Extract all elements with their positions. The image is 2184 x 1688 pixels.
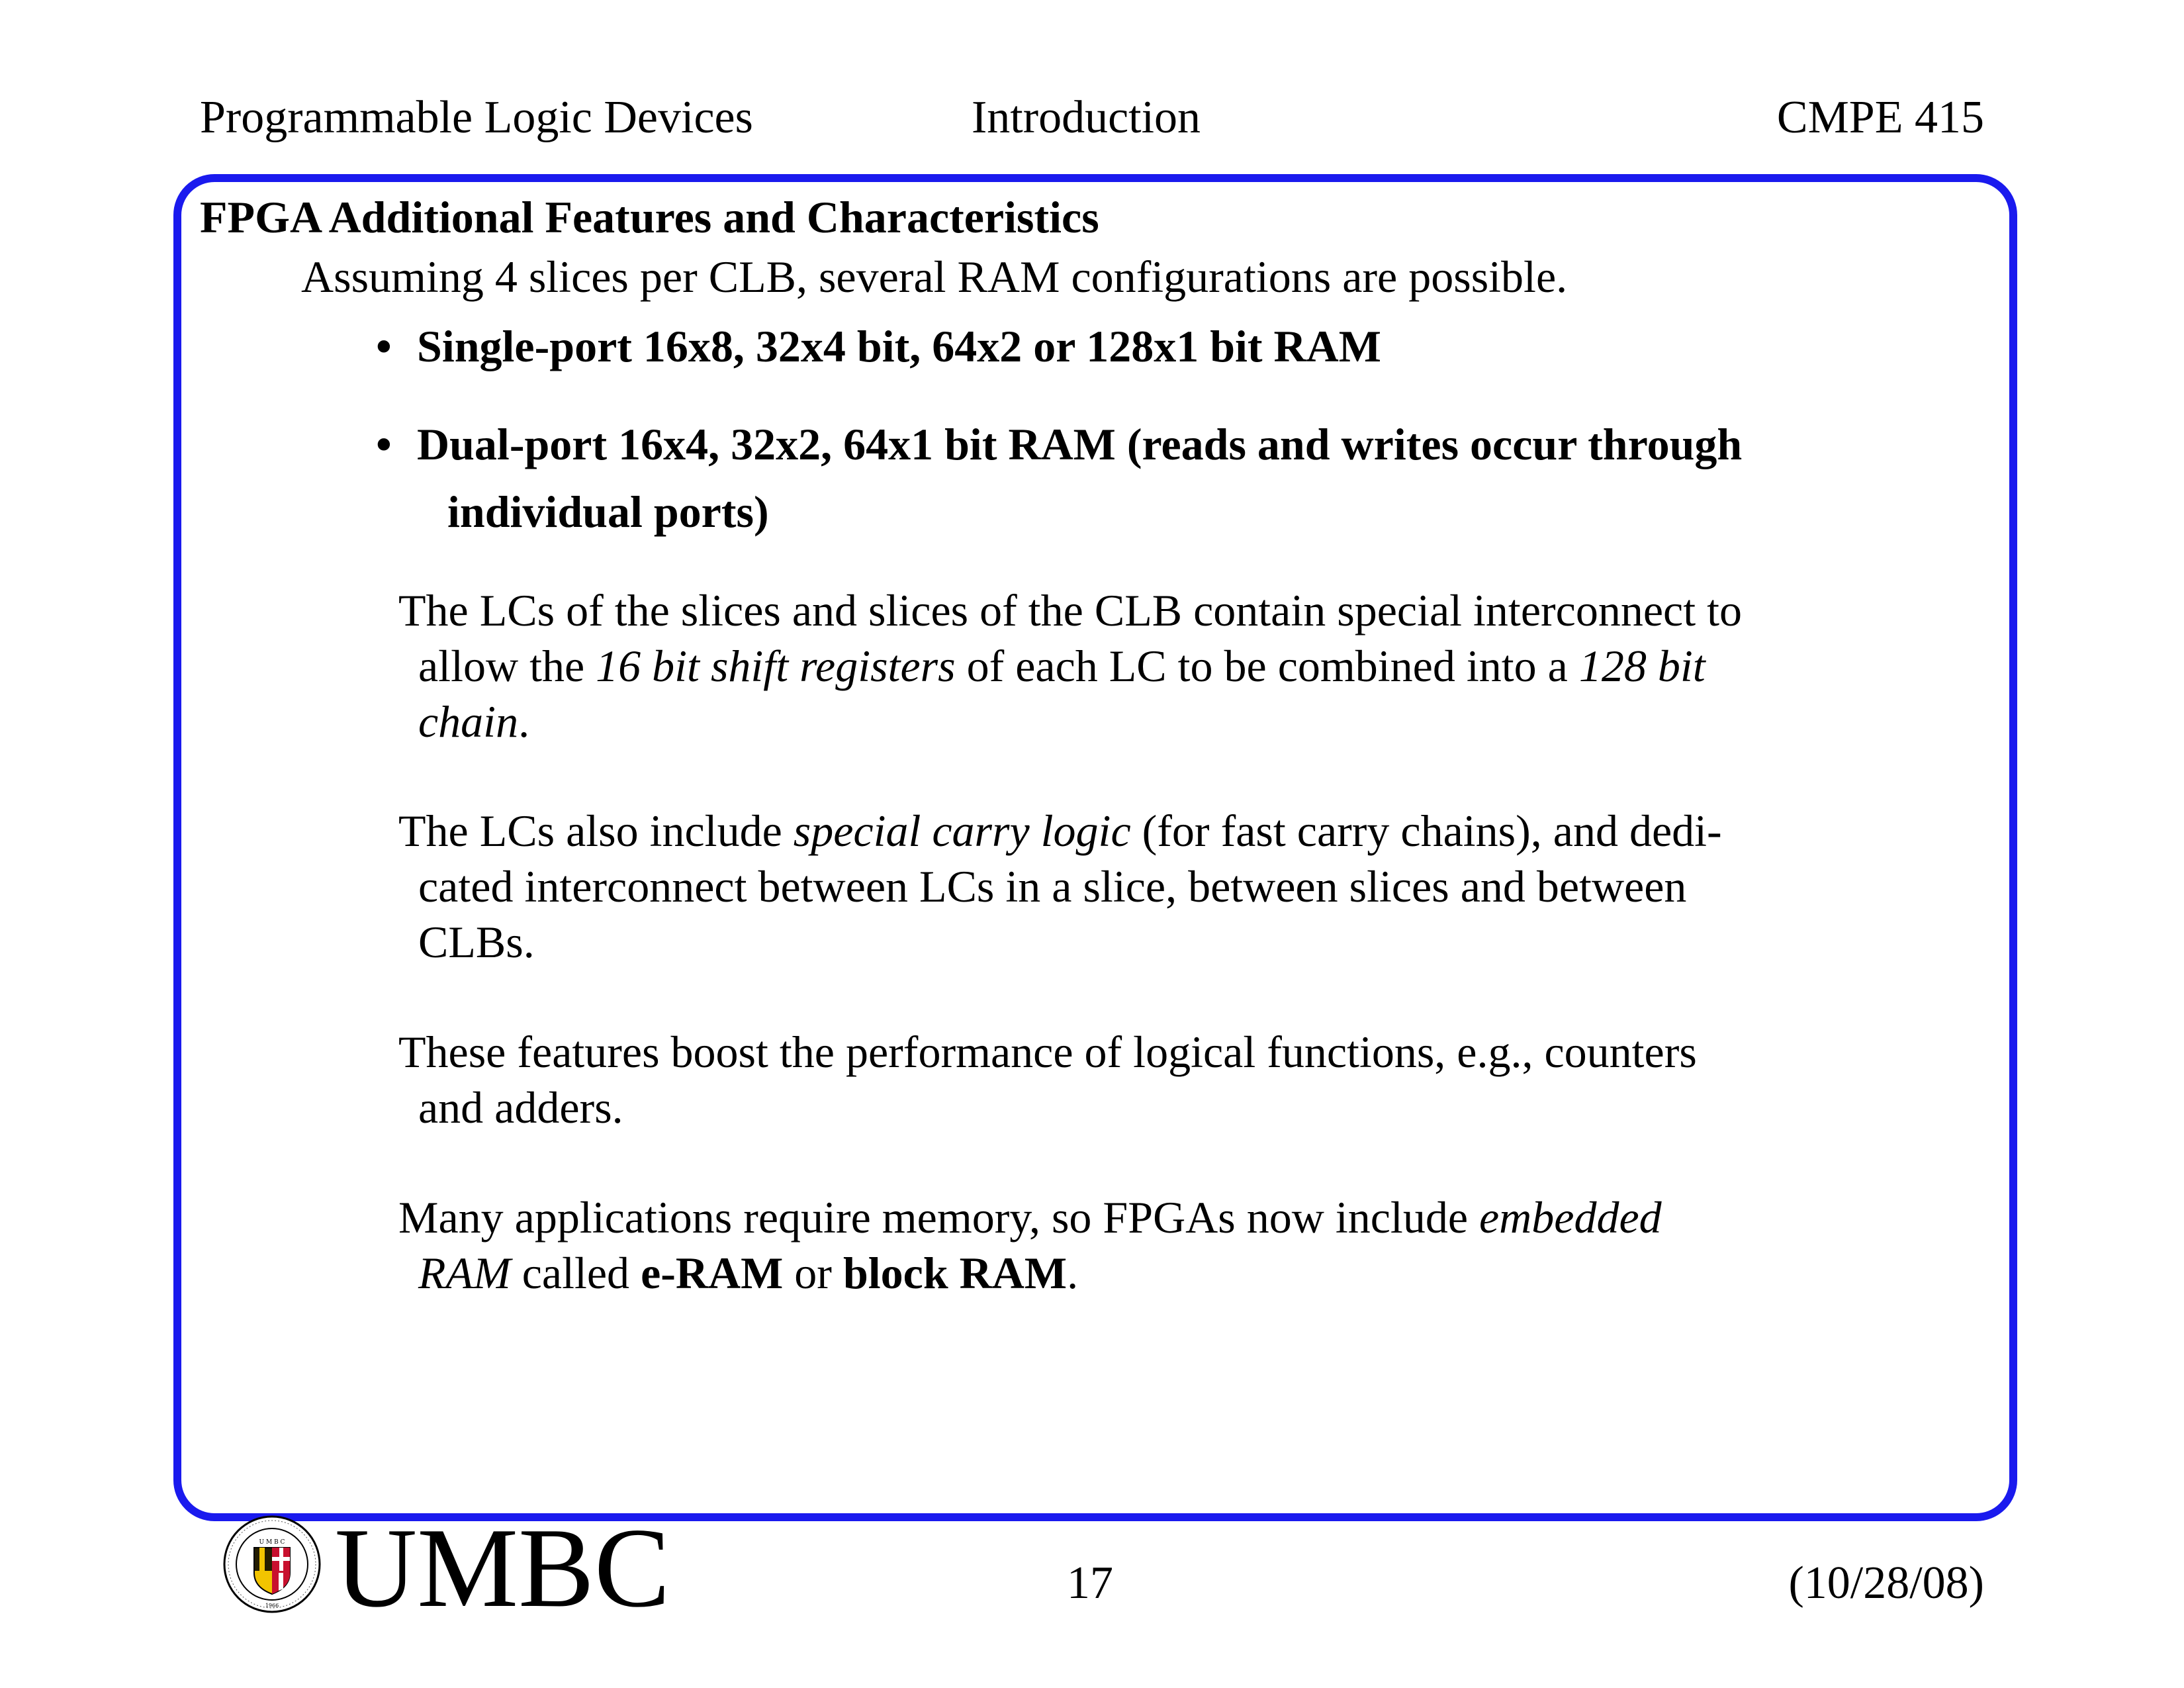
header-course-topic: Programmable Logic Devices bbox=[200, 92, 753, 143]
umbc-seal-icon bbox=[222, 1515, 322, 1614]
para-line: cated interconnect between LCs in a slice, between slices and between bbox=[418, 861, 1687, 912]
paragraph-performance bbox=[398, 1024, 2007, 1135]
bullet-text: Dual-port 16x4, 32x2, 64x1 bit RAM (reads and writes occur through bbox=[417, 419, 1743, 469]
emphasis-text: embedded bbox=[1479, 1192, 1662, 1243]
text-run: or bbox=[783, 1248, 843, 1298]
emphasis-text: special carry logic bbox=[793, 806, 1131, 856]
para-line: and adders. bbox=[418, 1082, 623, 1133]
para-line bbox=[418, 638, 2007, 694]
emphasis-text: chain bbox=[418, 696, 519, 747]
text-run: (for fast carry chains), and dedi- bbox=[1130, 806, 1722, 856]
text-run: of each LC to be combined into a bbox=[955, 641, 1579, 691]
page-number: 17 bbox=[1067, 1558, 1113, 1609]
para-line: These features boost the performance of logical functions, e.g., counters bbox=[398, 1027, 1697, 1077]
paragraph-shift-registers bbox=[398, 583, 2007, 749]
paragraph-embedded-ram bbox=[398, 1190, 2007, 1301]
emphasis-text: RAM bbox=[418, 1248, 511, 1298]
para-line bbox=[398, 1190, 2007, 1245]
text-run: called bbox=[510, 1248, 641, 1298]
bullet-single-port bbox=[376, 312, 1978, 380]
header-course-code: CMPE 415 bbox=[1776, 92, 1984, 143]
text-run: . bbox=[518, 696, 530, 747]
text-run: Many applications require memory, so FPGAs now include bbox=[398, 1192, 1479, 1243]
umbc-logo-text: UMBC bbox=[335, 1505, 670, 1631]
bullet-dot: • bbox=[376, 321, 392, 371]
emphasis-text: 128 bit bbox=[1578, 641, 1706, 691]
bullet-dual-port bbox=[376, 410, 1978, 545]
slide-title: FPGA Additional Features and Characteristics bbox=[200, 192, 1099, 242]
para-line bbox=[418, 694, 2007, 749]
seal-year-text: 1966 bbox=[265, 1603, 279, 1609]
header-section: Introduction bbox=[972, 92, 1201, 143]
paragraph-carry-logic bbox=[398, 803, 2007, 970]
para-line bbox=[418, 1245, 2007, 1301]
seal-center-text: U M B C bbox=[259, 1539, 285, 1546]
intro-text: Assuming 4 slices per CLB, several RAM configurations are possible. bbox=[301, 252, 1568, 302]
text-run: allow the bbox=[418, 641, 596, 691]
para-line: CLBs. bbox=[418, 917, 535, 967]
para-line bbox=[398, 803, 2007, 859]
bold-term: e-RAM bbox=[641, 1248, 784, 1298]
para-line: The LCs of the slices and slices of the CLB contain special interconnect to bbox=[398, 585, 1742, 635]
bold-term: block RAM bbox=[842, 1248, 1068, 1298]
text-run: The LCs also include bbox=[398, 806, 794, 856]
bullet-dot: • bbox=[376, 419, 392, 469]
text-run: . bbox=[1067, 1248, 1079, 1298]
slide-date: (10/28/08) bbox=[1788, 1558, 1984, 1609]
bullet-text-continued: individual ports) bbox=[447, 487, 769, 537]
bullet-text: Single-port 16x8, 32x4 bit, 64x2 or 128x1 bit RAM bbox=[417, 321, 1381, 371]
emphasis-text: 16 bit shift registers bbox=[596, 641, 956, 691]
